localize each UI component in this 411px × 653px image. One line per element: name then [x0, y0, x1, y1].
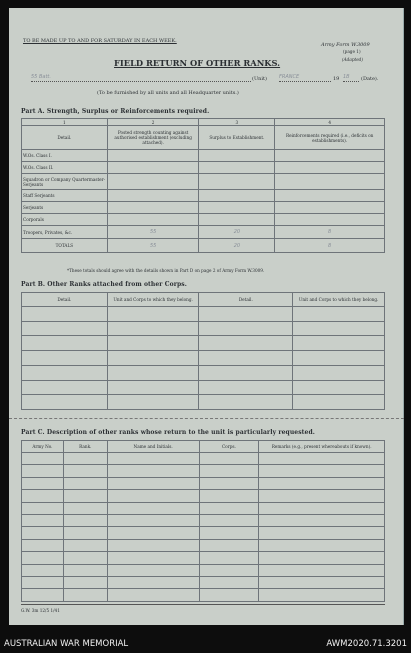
part-b-title: Part B. Other Ranks attached from other Corps. — [21, 281, 187, 288]
row-label: Serjeants — [22, 202, 108, 214]
unit-handwritten: 55 Batt. — [31, 74, 251, 82]
part-b-table — [21, 292, 385, 410]
col-header: Name and Initials. — [107, 441, 199, 453]
col-number: 4 — [275, 119, 385, 126]
col-number: 1 — [22, 119, 108, 126]
table-row — [22, 490, 385, 502]
form-sheet — [9, 8, 404, 625]
table-row — [22, 527, 385, 539]
part-c-title: Part C. Description of other ranks whose return to the unit is particularly requested. — [21, 429, 315, 436]
year-prefix: 19 — [333, 76, 340, 82]
furnished-note: (To be furnished by all units and all Headquarter units.) — [97, 90, 239, 96]
table-row — [22, 365, 385, 380]
row-label: W.Os. Class II. — [22, 162, 108, 174]
table-row — [22, 502, 385, 514]
year-handwritten: 1B — [343, 74, 359, 82]
totals-posted: 55 — [107, 239, 199, 253]
table-row — [22, 539, 385, 551]
totals-label: TOTALS — [22, 239, 108, 253]
col-header: Reinforcements required (i.e., deficits on establishments). — [275, 126, 385, 150]
table-row — [22, 453, 385, 465]
form-page: (page 1) — [343, 49, 361, 54]
footer-left: AUSTRALIAN WAR MEMORIAL — [4, 639, 129, 649]
row-label: Troopers, Privates, &c. — [22, 226, 108, 239]
col-header: Corps. — [199, 441, 259, 453]
totals-reinforcements: 8 — [275, 239, 385, 253]
table-row — [22, 477, 385, 489]
unit-label: (Unit) — [252, 76, 267, 82]
totals-surplus: 20 — [199, 239, 275, 253]
row-label: W.Os. Class I. — [22, 150, 108, 162]
part-a-footnote: *These totals should agree with the details shown in Part D on page 2 of Army Form W.3009. — [67, 268, 265, 273]
table-row — [22, 321, 385, 336]
table-row — [22, 336, 385, 351]
top-note: TO BE MADE UP TO AND FOR SATURDAY IN EACH WEEK. — [23, 38, 177, 44]
col-header: Detail. — [199, 293, 293, 307]
privates-reinforcements: 8 — [275, 226, 385, 239]
table-row — [22, 150, 385, 162]
table-row — [22, 395, 385, 410]
table-row — [22, 380, 385, 395]
table-row — [22, 226, 385, 239]
col-header: Detail. — [22, 126, 108, 150]
totals-row — [22, 239, 385, 253]
date-label: (Date). — [361, 76, 379, 82]
form-adapted: (Adapted) — [342, 57, 363, 62]
col-header: Army No. — [22, 441, 64, 453]
part-a-table — [21, 118, 385, 253]
footer-bar — [0, 636, 411, 653]
table-row — [22, 307, 385, 322]
privates-surplus: 20 — [199, 226, 275, 239]
row-label: Squadron or Company Quartermaster-Serjeants — [22, 174, 108, 190]
part-a-title: Part A. Strength, Surplus or Reinforcements required. — [21, 108, 210, 115]
col-header: Unit and Corps to which they belong. — [293, 293, 385, 307]
table-row — [22, 552, 385, 564]
part-c-table — [21, 440, 385, 602]
print-code: G.W. 3m 12/5 1/41 — [21, 608, 60, 613]
place-handwritten: FRANCE — [279, 74, 331, 82]
table-row — [22, 202, 385, 214]
row-label: Staff Serjeants — [22, 190, 108, 202]
privates-posted: 55 — [107, 226, 199, 239]
footer-right: AWM2020.71.3201 — [326, 639, 407, 649]
table-row — [22, 190, 385, 202]
col-header: Surplus to Establishment. — [199, 126, 275, 150]
table-row — [22, 465, 385, 477]
table-row — [22, 351, 385, 366]
table-row — [22, 214, 385, 226]
table-row — [22, 577, 385, 589]
divider — [9, 418, 404, 419]
bottom-rule — [21, 604, 385, 605]
col-header: Unit and Corps to which they belong. — [107, 293, 199, 307]
col-number: 3 — [199, 119, 275, 126]
col-header: Rank. — [63, 441, 107, 453]
table-row — [22, 162, 385, 174]
table-row — [22, 515, 385, 527]
form-name: Army Form W.3009 — [321, 42, 370, 48]
table-row — [22, 589, 385, 602]
table-row — [22, 564, 385, 576]
col-header: Posted strength counting against authorised establishment (excluding attached). — [107, 126, 199, 150]
col-header: Remarks (e.g., present whereabouts if known). — [259, 441, 385, 453]
form-title: FIELD RETURN OF OTHER RANKS. — [114, 58, 281, 68]
col-header: Detail. — [22, 293, 108, 307]
table-row — [22, 174, 385, 190]
col-number: 2 — [107, 119, 199, 126]
row-label: Corporals — [22, 214, 108, 226]
